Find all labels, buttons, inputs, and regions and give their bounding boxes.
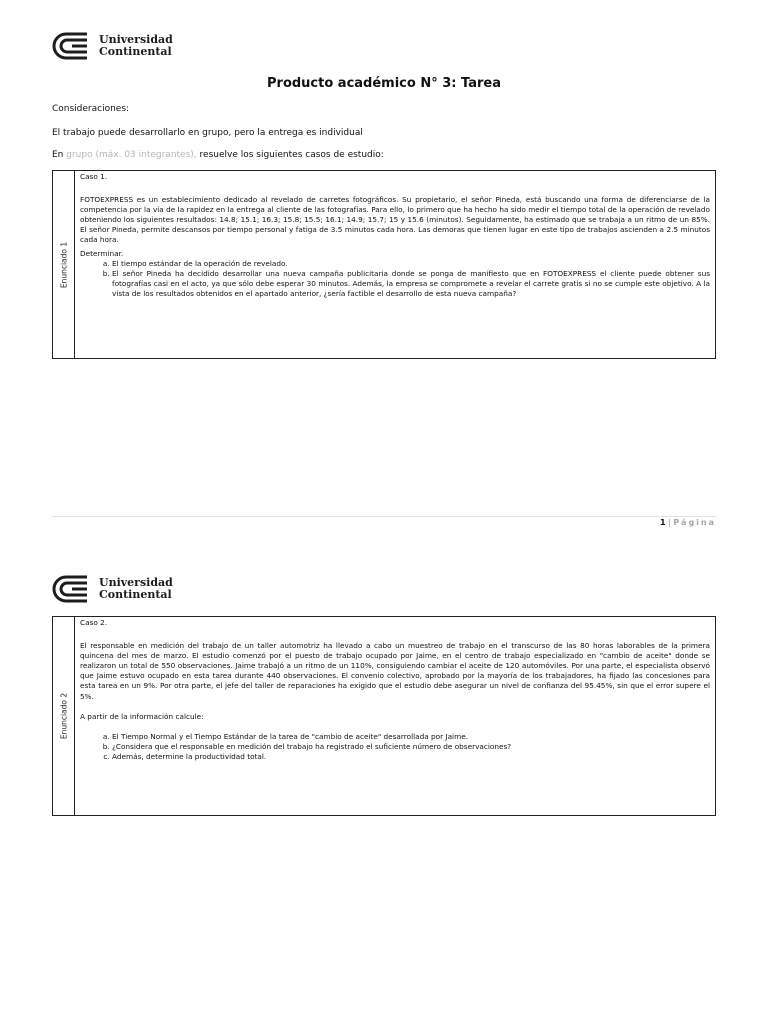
case-1-list <box>80 259 710 299</box>
case-1-item-b: b. El señor Pineda ha decidido desarrollar una nueva campaña publicitaria donde se ponga de manifiesto que en FOTOEXPRESS el cliente puede obtener sus fotografías casi en el acto, ya que sólo debe esperar 30 minutos. Además, la empresa se compromete a revelar el carrete gratis si no se cumple este objetivo. A la vista de los resultados obtenidos en el apartado anterior, ¿sería factible el desarrollo de esta nueva campaña? <box>112 269 710 299</box>
case-1-determine: Determinar. <box>80 248 124 258</box>
instruction-prefix: En <box>52 150 64 160</box>
case-1-paragraph: FOTOEXPRESS es un establecimiento dedicado al revelado de carretes fotográficos. Su propietario, el señor Pineda, está buscando una forma de diferenciarse de la competencia por la vía de la rapidez en la entrega al cliente de las fotografías. Para ello, lo primero que ha hecho ha sido medir el tiempo total de la operación de revelado obteniendo los siguientes resultados: 14.8; 15.1; 16.3; 15.8; 15.5; 16.1; 14.9; 15.7; 15 y 15.6 (minutos). Seguidamente, ha estimado que se trabaja a un ritmo de un 85%. El señor Pineda, permite descansos por tiempo personal y fatiga de 3.5 minutos cada hora. Las demoras que tienen lugar en este tipo de trabajos ascienden a 2.5 minutos cada hora. <box>80 195 710 245</box>
logo-line-2: Continental <box>99 588 172 601</box>
case-2-paragraph: El responsable en medición del trabajo de un taller automotriz ha llevado a cabo un muestreo de trabajo en el transcurso de las 80 horas laborables de la primera quincena del mes de marzo. El estudio comenzó por el puesto de trabajo ocupado por Jaime, en el centro de trabajo especializado en "cambio de aceite" donde se realizaron un total de 550 observaciones. Jaime trabajó a un ritmo de un 110%, consiguiendo cambiar el aceite de 120 automóviles. Por una parte, el especialista observó que Jaime estuvo ocupado en esta tarea durante 440 observaciones. El convenio colectivo, aprobado por la mayoría de los trabajadores, ha fijado las concesiones para esta tarea en un 9%. Por otra parte, el jefe del taller de reparaciones ha exigido que el estudio debe asegurar un nivel de confianza del 95.45%, sin que el error supere el 5%. <box>80 641 710 701</box>
page-title: Producto académico N° 3: Tarea <box>267 76 501 91</box>
logo-line-1: Universidad <box>99 33 173 46</box>
case-1-heading: Caso 1. <box>80 172 108 181</box>
page-number-word: Página <box>673 518 716 527</box>
logo-line-1: Universidad <box>99 576 173 589</box>
case-2-list <box>80 732 710 762</box>
case-2-side-label: Enunciado 2 <box>59 692 68 740</box>
case-2-item-c: c. Además, determine la productividad total. <box>112 752 710 762</box>
page-number-value: 1 <box>660 518 666 527</box>
case-2-heading: Caso 2. <box>80 618 108 627</box>
instruction-suffix: resuelve los siguientes casos de estudio: <box>199 150 384 160</box>
university-logo-text <box>99 577 173 601</box>
case-2-calc-intro: A partir de la información calcule: <box>80 711 204 721</box>
instruction-line <box>52 150 384 160</box>
case-1-item-a: a. El tiempo estándar de la operación de revelado. <box>112 259 710 269</box>
page-number <box>660 518 716 527</box>
university-logo-text <box>99 34 173 58</box>
case-2-side <box>53 617 75 815</box>
university-logo-icon <box>52 31 90 61</box>
university-logo-page-2 <box>52 574 173 604</box>
case-1-side-label: Enunciado 1 <box>59 241 68 288</box>
page-divider <box>52 516 716 517</box>
case-1-side <box>53 171 75 358</box>
university-logo <box>52 31 173 61</box>
case-2-body <box>75 617 715 815</box>
considerations-label: Consideraciones: <box>52 104 130 114</box>
logo-line-2: Continental <box>99 45 172 58</box>
instruction-group-note: grupo (máx. 03 integrantes), <box>66 150 197 160</box>
case-2-box <box>52 616 716 816</box>
page-number-separator: | <box>668 518 671 527</box>
university-logo-icon <box>52 574 90 604</box>
group-note: El trabajo puede desarrollarlo en grupo, pero la entrega es individual <box>52 128 363 138</box>
case-1-body <box>75 171 715 358</box>
case-2-item-a: a. El Tiempo Normal y el Tiempo Estándar de la tarea de "cambio de aceite" desarrollada por Jaime. <box>112 732 710 742</box>
case-1-box <box>52 170 716 359</box>
case-2-item-b: b. ¿Considera que el responsable en medición del trabajo ha registrado el suficiente número de observaciones? <box>112 742 710 752</box>
